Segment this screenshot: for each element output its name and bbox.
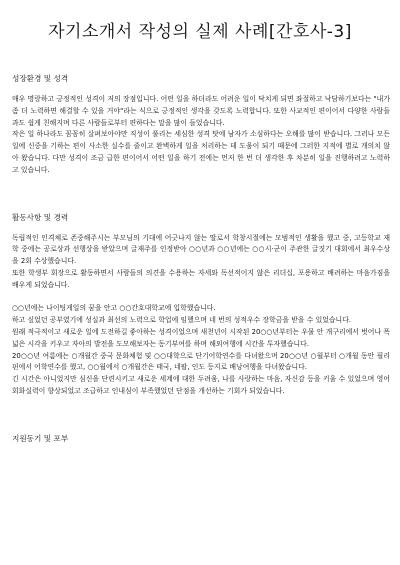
section-heading: 성장환경 및 성격: [12, 74, 69, 83]
section-text: [12, 94, 390, 177]
paragraph: 하고 싶었던 공부였기에 성실과 최선의 노력으로 학업에 임했으며 네 번의 성적우수 장학금을 받을 수 있었습니다.: [12, 316, 352, 325]
section-motivation-aspiration: [12, 434, 390, 444]
paragraph: 매우 명랑하고 긍정적인 성격이 저의 장점입니다. 어떤 일을 하더라도 어려운 일이 닥치게 되면 좌절하고 낙담하기보다는 "내가 좀 더 노력하면 해결할 수 있을 거야"라는 식으로 긍정적인 생각을 갖도록 노력합니다. 또한 사교적인 편이어서 다양한 사람들과도 쉽게 친해지며 다른 사람들로부터 편하다는 말을 많이 들었습니다.: [12, 95, 390, 127]
paragraph: 작은 일 하나라도 꼼꼼히 살펴보아야만 직성이 풀리는 세심한 성격 탓에 남자가 소심하다는 오해를 많이 받습니다. 그러나 모든 일에 신중을 기하는 편이 사소한 실수를 줄이고 완벽하게 일을 처리하는 데 도움이 되기 때문에 그러한 지적에 별로 개의치 않아 왔습니다. 다만 성격이 조금 급한 편이어서 어떤 일을 하기 전에는 먼저 한 번 더 생각한 후 차분히 일을 진행하려고 노력하고 있습니다.: [12, 130, 390, 174]
section-activities-career: [12, 213, 390, 398]
paragraph: 20○○년 여름에는 ○개월간 중국 문화체험 및 ○○대학으로 단기어학연수를 다녀왔으며 20○○년 ○월부터 ○개월 동안 필리핀에서 어학연수를 했고, ○○월에서 ○개월간은 태국, 네팔, 인도 등지로 배낭여행을 다녀왔습니다.: [12, 351, 390, 372]
section-heading: 지원동기 및 포부: [12, 433, 69, 443]
paragraph: ○○년에는 나이팅게일의 꿈을 안고 ○○간호대학교에 입학했습니다.: [12, 304, 216, 313]
paragraph: 원래 적극적이고 새로운 일에 도전하길 좋아하는 성격이었으며 새천년이 시작된 20○○년부터는 우물 안 개구리에서 벗어나 폭넓은 시각을 키우고 자아의 발전을 도모해보자는 동기부여를 하며 해외여행에 시간을 투자했습니다.: [12, 327, 390, 348]
document-body: [12, 74, 390, 454]
paragraph: 긴 시간은 아니었지만 심신을 단련시키고 새로운 세계에 대한 두려움, 나를 사랑하는 마음, 자신감 등을 키울 수 있었으며 영어회화실력이 향상되었고 조급하고 인내심이 부족했었던 단점을 개선하는 기회가 되었습니다.: [12, 375, 390, 395]
section-heading: 활동사항 및 경력: [12, 212, 69, 222]
section-text: [12, 233, 390, 398]
document-title: 자기소개서 작성의 실제 사례[간호사-3]: [48, 22, 352, 42]
paragraph: 독립적인 인격체로 존중해주시는 부모님의 기대에 어긋나지 않는 딸로서 학창시절에는 모범적인 생활을 했고 중, 고등학교 재학 중에는 공로상과 선행상을 받았으며 글재주를 인정받아 ○○년과 ○○년에는 ○○시·군이 주관한 글짓기 대회에서 최우수상을 2회 수상했습니다.: [12, 233, 390, 266]
paragraph: 또한 학생부 회장으로 활동하면서 사람들의 의견을 수용하는 자세와 독선적이지 않은 리더십, 포용하고 배려하는 마음가짐을 배우게 되었습니다.: [12, 268, 390, 289]
section-growth-personality: [12, 74, 390, 177]
